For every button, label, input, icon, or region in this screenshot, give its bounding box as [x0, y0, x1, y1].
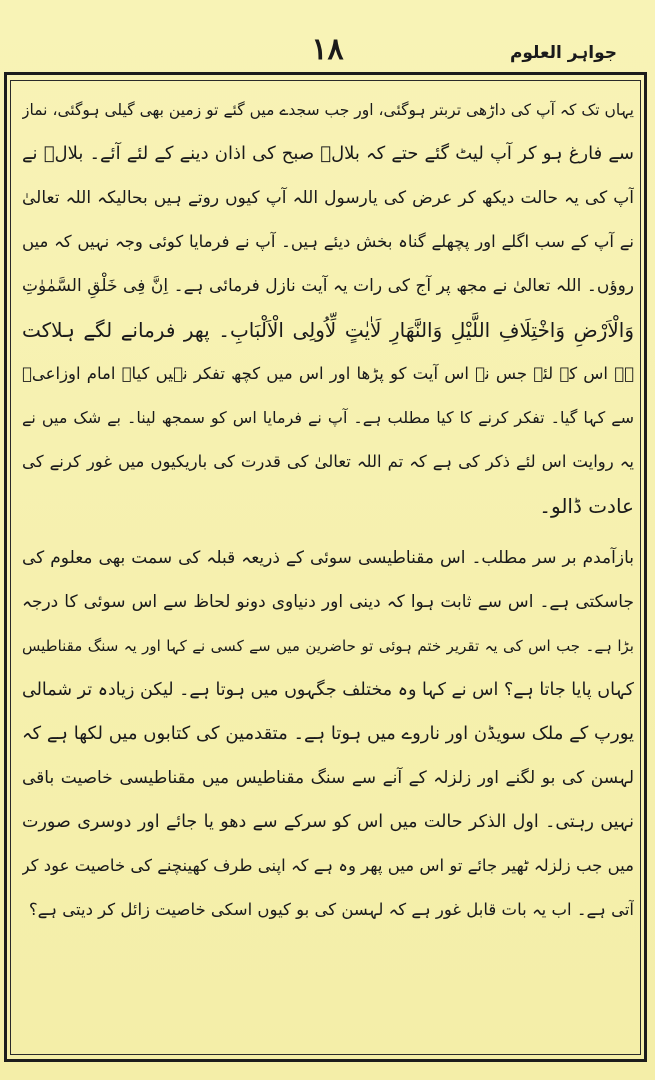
text-line: نہیں رہتی۔ اول الذکر حالت میں اس کو سرکے سے دھو یا جائے اور دوسری صورت: [22, 812, 634, 832]
text-line: ہے اس کے لئے جس نے اس آیت کو پڑھا اور اس میں کچھ تفکر نہیں کیا۔ امام اوزاعیؒ: [22, 364, 634, 383]
text-line: آتی ہے۔ اب یہ بات قابل غور ہے کہ لہسن کی بو کیوں اسکی خاصیت زائل کر دیتی ہے؟: [28, 900, 634, 919]
text-line: جاسکتی ہے۔ اس سے ثابت ہوا کہ دینی اور دنیاوی دونو لحاظ سے اس سوئی کا درجہ: [22, 592, 634, 612]
text-line: سے فارغ ہو کر آپ لیٹ گئے حتے کہ بلالؓ صبح کی اذان دینے کے لئے آئے۔ بلالؓ نے: [22, 143, 634, 164]
text-line: بازآمدم بر سر مطلب۔ اس مقناطیسی سوئی کے ذریعہ قبلہ کی سمت بھی معلوم کی: [22, 548, 634, 568]
text-line: وَالْاَرْضِ وَاخْتِلَافِ اللَّیْلِ وَالنَّھَارِ لَاٰیٰتٍ لِّاُولِی الْاَلْبَابِ۔ پھر فرمانے لگے ہلاکت: [22, 318, 634, 342]
text-line: میں جب زلزلہ ٹھیر جائے تو اس میں پھر وہ ہے کہ اپنی طرف کھینچنے کی خاصیت عود کر: [22, 856, 634, 875]
text-line: سے کہا گیا۔ تفکر کرنے کا کیا مطلب ہے۔ آپ نے فرمایا اس کو سمجھ لینا۔ بے شک میں نے: [22, 408, 634, 427]
page-number: ۱۸: [311, 32, 344, 67]
text-line: یورپ کے ملک سویڈن اور ناروے میں ہوتا ہے۔ متقدمین کی کتابوں میں لکھا ہے کہ: [22, 723, 634, 744]
text-line: لہسن کی بو لگنے اور زلزلہ کے آنے سے سنگ مقناطیس میں مقناطیسی خاصیت باقی: [22, 768, 634, 788]
page-header: [30, 28, 625, 78]
text-line: بڑا ہے۔ جب اس کی یہ تقریر ختم ہوئی تو حاضرین میں سے کسی نے کہا اور یہ سنگ مقناطیس: [22, 637, 634, 655]
text-line: آپ کی یہ حالت دیکھ کر عرض کی یارسول اللہ آپ کیوں روتے ہیں بحالیکہ اللہ تعالیٰ: [22, 188, 634, 208]
body-text: [22, 88, 634, 932]
text-line: یہ روایت اس لئے ذکر کی ہے کہ تم اللہ تعالیٰ کی قدرت کی باریکیوں میں غور کرنے کی: [22, 452, 634, 471]
text-line: عادت ڈالو۔: [539, 494, 634, 518]
text-line: کہاں پایا جاتا ہے؟ اس نے کہا وہ مختلف جگہوں میں ہوتا ہے۔ لیکن زیادہ تر شمالی: [22, 680, 634, 700]
text-line: نے آپ کے سب اگلے اور پچھلے گناہ بخش دیئے ہیں۔ آپ نے فرمایا کوئی وجہ نہیں کہ میں: [22, 232, 634, 251]
text-line: روؤں۔ اللہ تعالیٰ نے مجھ پر آج کی رات یہ آیت نازل فرمائی ہے۔ اِنَّ فِی خَلْقِ السَّمٰوٰتِ: [22, 276, 634, 296]
book-title: جواہر العلوم: [509, 43, 617, 63]
text-line: یہاں تک کہ آپ کی داڑھی تربتر ہوگئی، اور جب سجدے میں گئے تو زمین بھی گیلی ہوگئی، نماز: [22, 101, 634, 119]
